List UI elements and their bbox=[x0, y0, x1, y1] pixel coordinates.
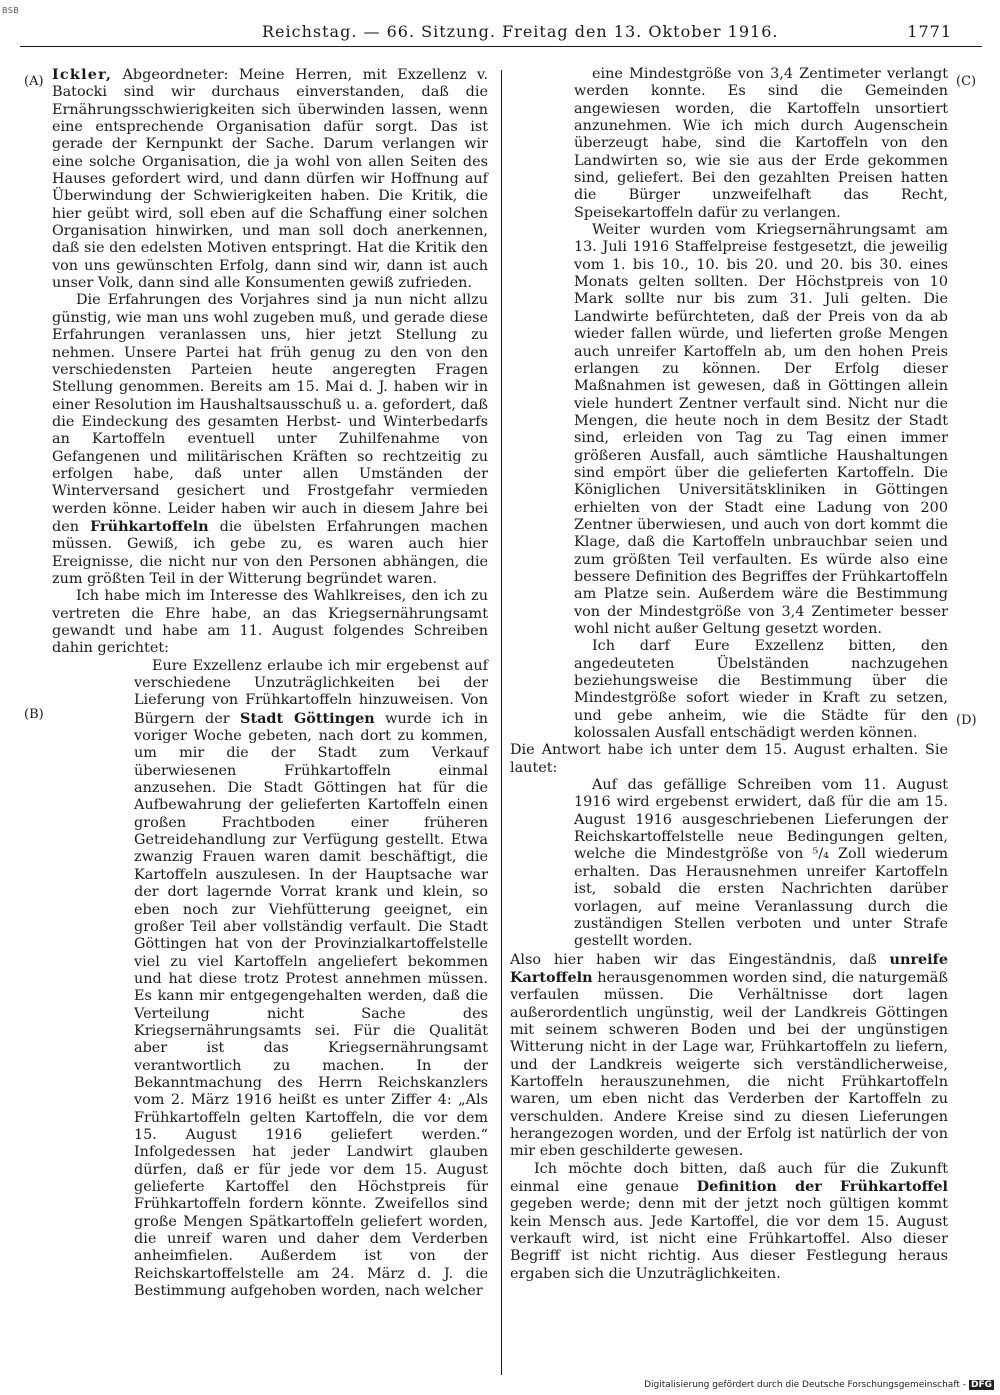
margin-mark-b: (B) bbox=[24, 707, 44, 722]
footer-text: Digitalisierung gefördert durch die Deutsche Forschungsgemeinschaft - bbox=[644, 1380, 966, 1390]
footer-credit bbox=[644, 1380, 994, 1390]
left-column bbox=[52, 66, 488, 1300]
paragraph: Ickler, Abgeordneter: Meine Herren, mit Exzellenz v. Batocki sind wir durchaus einverstanden, daß die Ernährungsschwierigkeiten sich überwinden lassen, wenn eine entsprechende Organisation dafür sorgt. Das ist gerade der Kernpunkt der Sache. Darum verlangen wir eine solche Organisation, die ja wohl von allen Seiten des Hauses gefordert wird, und dann dürfen wir Hoffnung auf Überwindung der Schwierigkeiten haben. Die Kritik, die hier geübt wird, soll eben auf die Schaffung einer solchen Organisation hinwirken, und man soll doch anerkennen, daß sie den edelsten Motiven entspringt. Hat die Kritik den von uns gewünschten Erfolg, dann sind wir, dann ist auch unser Volk, dann sind alle Konsumenten gewiß zufrieden. bbox=[52, 66, 488, 292]
quote-paragraph: eine Mindestgröße von 3,4 Zentimeter verlangt werden konnte. Es sind die Gemeinden angewiesen worden, die Kartoffeln unsortiert anzunehmen. Wie ich mich durch Augenschein überzeugt habe, sind die Kartoffeln von den Landwirten so, wie sie aus der Erde gekommen sind, geliefert. Bei den gezahlten Preisen hatten die Bürger unzweifelhaft das Recht, Speisekartoffeln dafür zu verlangen. bbox=[574, 66, 948, 221]
paragraph: Ich habe mich im Interesse des Wahlkreises, den ich zu vertreten die Ehre habe, an das Kriegsernährungsamt gewandt und habe am 11. August folgendes Schreiben dahin gerichtet: bbox=[52, 588, 488, 657]
running-header bbox=[262, 22, 952, 42]
margin-mark-a: (A) bbox=[24, 74, 44, 89]
quote-paragraph: Eure Exzellenz erlaube ich mir ergebenst auf verschiedene Unzuträglichkeiten bei der Lieferung von Frühkartoffeln hinzuweisen. Von Bürgern der Stadt Göttingen wurde ich in voriger Woche gebeten, nach dort zu kommen, um mir die der Stadt zum Verkauf überwiesenen Frühkartoffeln einmal anzusehen. Die Stadt Göttingen hat für die Aufbewahrung der gelieferten Kartoffeln einen großen Frachtboden einer früheren Getreidehandlung zur Verfügung gestellt. Etwa zwanzig Frauen waren damit beschäftigt, die Kartoffeln auszulesen. In der Hauptsache war der dort lagernde Vorrat krank und klein, so eben noch zur Viehfütterung geeignet, ein großer Teil aber vollständig verfault. Die Stadt Göttingen hat von der Provinzialkartoffelstelle viel zu viel Kartoffeln angeliefert bekommen und hat diese trotz Protest annehmen müssen. Es kann mir entgegengehalten werden, daß die Verteilung nicht Sache des Kriegsernährungsamts sei. Für die Qualität aber ist das Kriegsernährungsamt verantwortlich zu machen. In der Bekanntmachung des Herrn Reichskanzlers vom 2. März 1916 heißt es unter Ziffer 4: „Als Frühkartoffeln gelten Kartoffeln, die vor dem 15. August 1916 geliefert werden.“ Infolgedessen hat jeder Landwirt glauben dürfen, daß er für jede vor dem 15. August gelieferte Kartoffel den Höchstpreis für Frühkartoffeln fordern könnte. Zweifellos sind große Mengen Spätkartoffeln geliefert worden, die unreif waren und daher dem Verderben anheimfielen. Außerdem ist von der Reichskartoffelstelle am 24. März d. J. die Bestimmung aufgehoben worden, nach welcher bbox=[134, 657, 488, 1300]
paragraph: Die Antwort habe ich unter dem 15. August erhalten. Sie lautet: bbox=[510, 742, 948, 776]
header-line: Reichstag. — 66. Sitzung. Freitag den 13. Oktober 1916. bbox=[262, 22, 779, 41]
emphasis: unreife Kartoffeln bbox=[510, 950, 948, 986]
emphasis: Definition der Frühkartoffel bbox=[696, 1178, 949, 1195]
quoted-letter-continued bbox=[574, 66, 948, 742]
quote-paragraph: Ich darf Eure Exzellenz bitten, den angedeuteten Übelständen nachzugehen beziehungsweise die Bestimmung über die Mindestgröße sofort wieder in Kraft zu setzen, und gebe anheim, wie die Städte für den kolossalen Ausfall entschädigt werden können. bbox=[574, 638, 948, 742]
quote-paragraph: Weiter wurden vom Kriegsernährungsamt am 13. Juli 1916 Staffelpreise festgesetzt, die jeweilig vom 1. bis 10., 10. bis 20. und 20. bis 30. eines Monats gelten sollten. Der Höchstpreis von 10 Mark sollte nur bis zum 31. Juli gelten. Die Landwirte befürchteten, daß der Preis von da ab wieder fallen würde, und lieferten große Mengen auch unreifer Kartoffeln ab, um den hohen Preis erlangen zu können. Der Erfolg dieser Maßnahmen ist gewesen, daß in Göttingen allein viele hundert Zentner verfault sind. Nicht nur die Mengen, die heute noch in dem Besitz der Stadt sind, erleiden von Tag zu Tag einen immer größeren Ausfall, auch sämtliche Haushaltungen sind empört über die gelieferten Kartoffeln. Die Königlichen Universitätskliniken in Göttingen erhielten von der Stadt eine Ladung von 200 Zentner überwiesen, und auch von dort kommt die Klage, daß die Kartoffeln unbrauchbar seien und zum größten Teil verfaulten. Es würde also eine bessere Definition des Begriffes der Frühkartoffeln am Platze sein. Außerdem wäre die Bestimmung von der Mindestgröße von 3,4 Zentimeter besser wohl nicht außer Geltung gesetzt worden. bbox=[574, 222, 948, 637]
page-number: 1771 bbox=[907, 22, 952, 41]
column-divider bbox=[501, 70, 502, 1375]
dfg-logo: DFG bbox=[970, 1380, 992, 1390]
emphasis: Stadt Göttingen bbox=[240, 709, 375, 727]
emphasis: Frühkartoffeln bbox=[90, 517, 209, 535]
quoted-letter bbox=[134, 658, 488, 1301]
margin-mark-d: (D) bbox=[956, 713, 977, 728]
quoted-reply bbox=[574, 777, 948, 950]
paragraph: Ich möchte doch bitten, daß auch für die Zukunft einmal eine genaue Definition der Frühkartoffel gegeben werde; denn mit der jetzt noch gültigen kommt kein Mensch aus. Jede Kartoffel, die vor dem 15. August verkauft wird, ist nicht eine Frühkartoffel. Also dieser Begriff ist nicht richtig. Aus dieser Festlegung heraus ergaben sich die Unzuträglichkeiten. bbox=[510, 1160, 949, 1282]
speaker-name: Ickler, bbox=[52, 66, 113, 83]
header-rule bbox=[20, 46, 982, 47]
margin-mark-c: (C) bbox=[956, 74, 977, 89]
paragraph: Die Erfahrungen des Vorjahres sind ja nun nicht allzu günstig, wie man uns wohl zugeben muß, und gerade diese Erfahrungen veranlassen uns, hier jetzt Stellung zu nehmen. Unsere Partei hat früh genug zu den von den verschiedensten Parteien heute angeregten Fragen Stellung genommen. Bereits am 15. Mai d. J. haben wir in einer Resolution im Haushaltsausschuß u. a. gefordert, daß die Eindeckung des gesamten Herbst- und Winterbedarfs an Kartoffeln eventuell unter Zuhilfenahme von Gefangenen und militärischen Kräften so rechtzeitig zu erfolgen habe, daß unter allen Umständen der Winterversand gesichert und Frostgefahr vermieden werden könne. Leider haben wir auch in diesem Jahre bei den Frühkartoffeln die übelsten Erfahrungen machen müssen. Gewiß, ich gebe zu, es waren auch hier Ereignisse, die nicht nur von den Personen abhängen, die zum größten Teil in der Witterung begründet waren. bbox=[52, 292, 488, 587]
paragraph: Also hier haben wir das Eingeständnis, daß unreife Kartoffeln herausgenommen worden sind, die naturgemäß verfaulen müssen. Die Verhältnisse dort lagen außerordentlich ungünstig, weil der Landkreis Göttingen mit seinem schweren Boden und bei der ungünstigen Witterung nicht in der Lage war, Frühkartoffeln zu liefern, und der Landkreis weigerte sich verständlicherweise, Kartoffeln herauszunehmen, die nicht Frühkartoffeln waren, um eben nicht das Verderben der Kartoffeln zu verschulden. Andere Kreise sind zu diesen Lieferungen herangezogen worden, und der Erfolg ist natürlich der von mir eben geschilderte gewesen. bbox=[510, 950, 948, 1160]
quote-paragraph: Auf das gefällige Schreiben vom 11. August 1916 wird ergebenst erwidert, daß für die am 15. August 1916 ausgeschriebenen Lieferungen der Reichskartoffelstelle neue Bedingungen gelten, welche die Mindestgröße von ⁵/₄ Zoll wiederum erhalten. Das Herausnehmen unreifer Kartoffeln ist, sobald die ersten Nachrichten darüber vorlagen, auf meine Veranlassung durch die zuständigen Stellen verboten und unter Strafe gestellt worden. bbox=[574, 777, 948, 950]
right-column bbox=[510, 66, 948, 1283]
corner-label: BSB bbox=[2, 6, 20, 15]
